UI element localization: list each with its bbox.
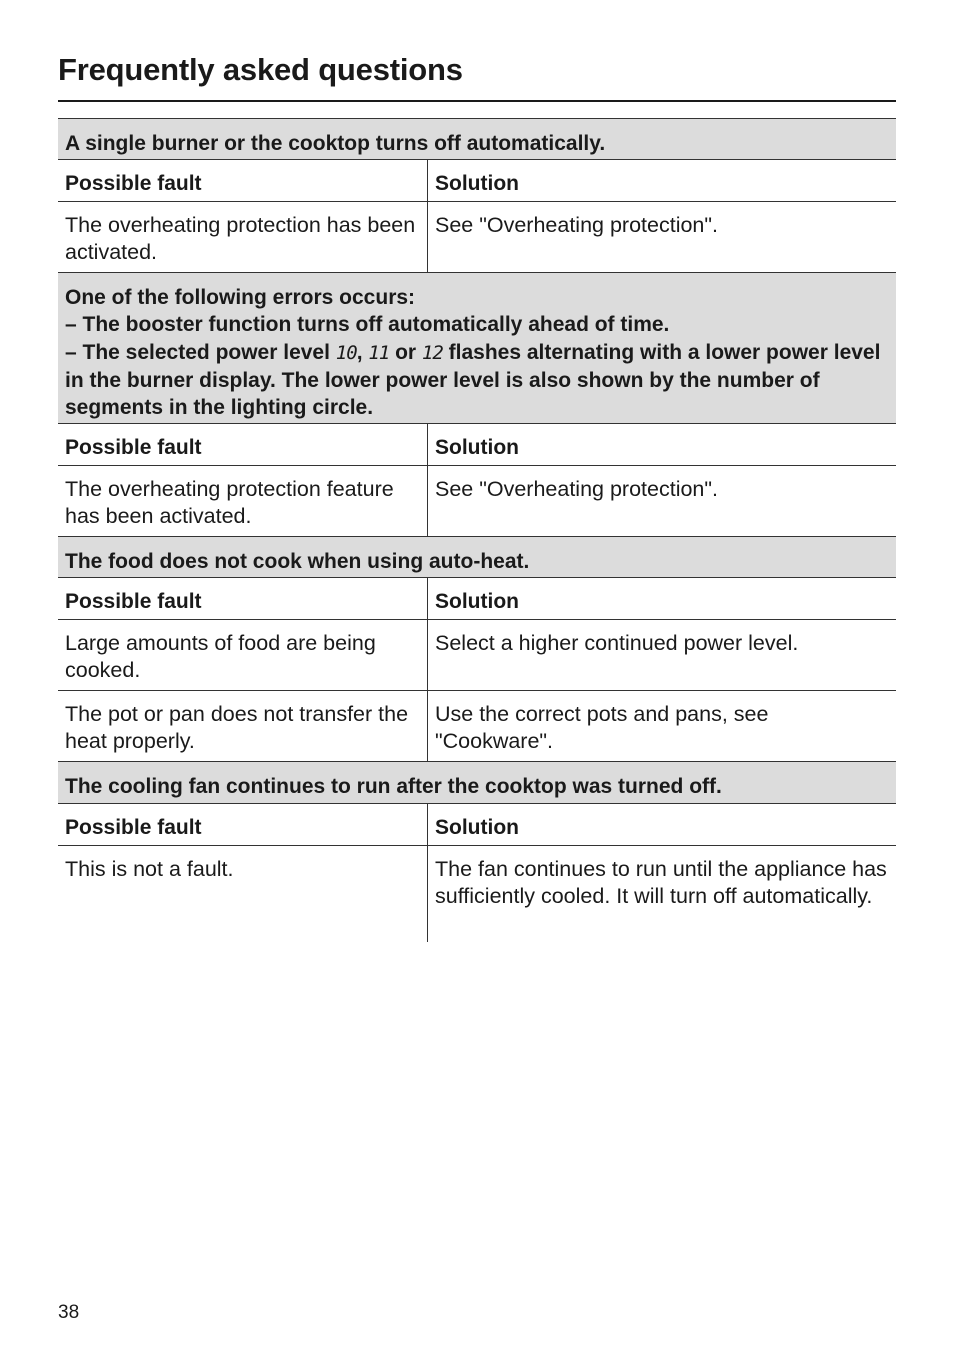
- heading-text: or: [389, 340, 422, 364]
- fault-cell: This is not a fault.: [58, 846, 428, 942]
- power-level-10-display: 10: [335, 341, 357, 364]
- section-heading-booster-errors: [58, 273, 896, 424]
- column-header-solution: Solution: [435, 436, 519, 459]
- heading-text: flashes alternating with a lower power level in the burner display. The lower power level is also shown by the number of segments in the lighting circle.: [65, 340, 881, 420]
- table-row: [58, 466, 896, 537]
- solution-cell: Select a higher continued power level.: [435, 631, 799, 655]
- title-divider: [58, 100, 896, 102]
- solution-cell: Use the correct pots and pans, see "Cookware".: [435, 702, 769, 753]
- heading-line: – The booster function turns off automatically ahead of time.: [65, 313, 670, 337]
- table-header-row: [58, 160, 896, 202]
- heading-text: – The selected power level: [65, 340, 336, 364]
- solution-cell: See "Overheating protection".: [435, 477, 718, 501]
- column-header-fault: Possible fault: [58, 578, 428, 619]
- column-header-fault: Possible fault: [58, 160, 428, 201]
- fault-cell: The overheating protection feature has been activated.: [58, 466, 428, 536]
- column-header-fault: Possible fault: [58, 424, 428, 465]
- table-row: [58, 202, 896, 273]
- section-heading-cooling-fan: The cooling fan continues to run after the cooktop was turned off.: [58, 762, 896, 804]
- column-header-solution: Solution: [435, 816, 519, 839]
- fault-cell: The overheating protection has been activated.: [58, 202, 428, 272]
- column-header-solution: Solution: [435, 172, 519, 195]
- heading-text: ,: [356, 340, 369, 364]
- page-title: Frequently asked questions: [58, 52, 463, 87]
- column-header-solution: Solution: [435, 590, 519, 613]
- table-row: [58, 691, 896, 762]
- faq-table: [58, 118, 896, 942]
- solution-cell: See "Overheating protection".: [435, 213, 718, 237]
- section-heading-burner-turns-off: A single burner or the cooktop turns off automatically.: [58, 118, 896, 160]
- heading-line: One of the following errors occurs:: [65, 286, 416, 309]
- power-level-12-display: 12: [421, 341, 443, 364]
- table-header-row: [58, 578, 896, 620]
- table-row: [58, 846, 896, 942]
- table-row: [58, 620, 896, 691]
- solution-cell: The fan continues to run until the appliance has sufficiently cooled. It will turn off automatically.: [435, 857, 887, 908]
- fault-cell: Large amounts of food are being cooked.: [58, 620, 428, 690]
- column-header-fault: Possible fault: [58, 804, 428, 845]
- table-header-row: [58, 424, 896, 466]
- table-header-row: [58, 804, 896, 846]
- power-level-11-display: 11: [368, 341, 390, 364]
- fault-cell: The pot or pan does not transfer the heat properly.: [58, 691, 428, 761]
- heading-line: [65, 341, 880, 420]
- page-number: 38: [58, 1302, 80, 1323]
- section-heading-auto-heat: The food does not cook when using auto-heat.: [58, 537, 896, 578]
